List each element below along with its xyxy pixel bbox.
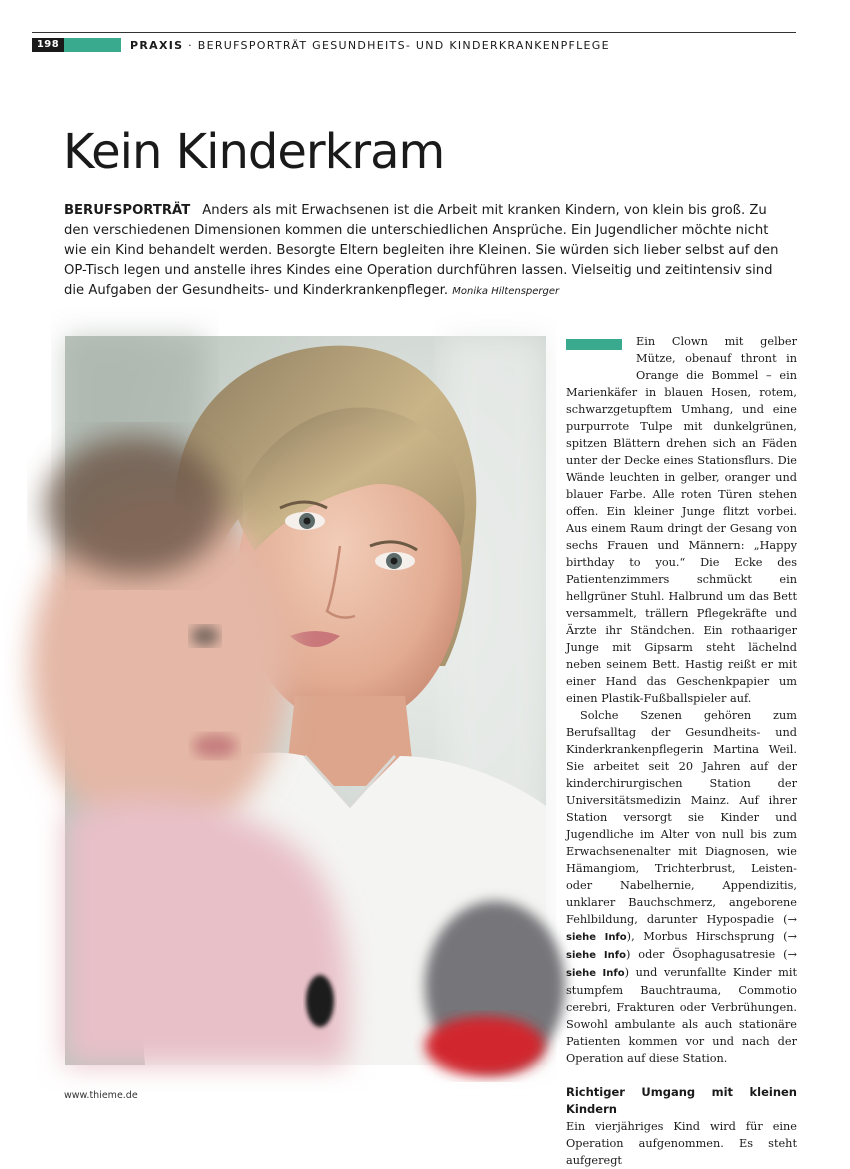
section-label: PRAXIS	[130, 39, 184, 52]
author-name: Monika Hiltensperger	[452, 285, 560, 297]
article-title: Kein Kinderkram	[63, 124, 445, 180]
body-paragraph-2	[566, 707, 797, 1067]
body-column	[566, 333, 797, 1169]
article-photo	[65, 336, 546, 1065]
footer-url: www.thieme.de	[64, 1090, 138, 1101]
running-head	[130, 38, 610, 52]
section-separator: ·	[183, 39, 198, 52]
float-spacer	[566, 333, 636, 384]
body-paragraph-2d: ) und verunfallte Kinder mit stumpfem Bauchtrauma, Commotio cerebri, Frakturen oder Verbrühungen. Sowohl ambulante als auch stationäre Patienten kommen vor und nach der Operation auf diese Station.	[566, 966, 797, 1065]
body-paragraph-2a: Solche Szenen gehören zum Berufsalltag der Gesundheits- und Kinderkrankenpflegerin Martina Weil. Sie arbeitet seit 20 Jahren auf der kinderchirurgischen Station der Universitätsmedizin Mainz. Auf ihrer Station versorgt sie Kinder und Jugendliche im Alter von null bis zum Erwachsenenalter mit Diagnosen, wie Hämangiom, Trichterbrust, Leisten- oder Nabelhernie, Appendizitis, unklarer Bauchschmerz, angeborene Fehlbildung, darunter Hypospadie (→	[566, 709, 797, 926]
page-number: 198	[32, 38, 64, 52]
body-paragraph-2c: ) oder Ösophagusatresie (→	[625, 948, 797, 961]
cross-reference-1: siehe Info	[566, 932, 627, 943]
header-accent-bar	[64, 38, 121, 52]
cross-reference-2: siehe Info	[566, 950, 626, 961]
lead-text: Anders als mit Erwachsenen ist die Arbeit mit kranken Kindern, von klein bis groß. Zu den verschiedenen Dimensionen kommen die unterschiedlichen Ansprüche. Ein Jugendlicher möchte nicht wie ein Kind behandelt werden. Besorgte Eltern begleiten ihre Kleinen. Sie würden sich lieber selbst auf den OP-Tisch legen und anstelle ihres Kindes eine Operation durchführen lassen. Vielseitig und zeitintensiv sind die Aufgaben der Gesundheits- und Kinderkrankenpfleger.	[64, 203, 779, 298]
body-paragraph-2b: ), Morbus Hirschsprung (→	[626, 930, 797, 943]
cross-reference-3: siehe Info	[566, 968, 625, 979]
lead-paragraph	[64, 201, 786, 302]
subheading: Richtiger Umgang mit kleinen Kindern	[566, 1085, 797, 1116]
kicker: BERUFSPORTRÄT	[64, 203, 191, 218]
top-rule	[32, 32, 796, 33]
body-paragraph-3: Ein vierjähriges Kind wird für eine Operation aufgenommen. Es steht aufgeregt	[566, 1120, 797, 1167]
body-paragraph-1: Ein Clown mit gelber Mütze, obenauf thront in Orange die Bommel – ein Marienkäfer in blauen Hosen, rotem, schwarzgetupftem Umhang, und eine purpurrote Tulpe mit dunkelgrünen, spitzen Blättern drehen sich an Fäden unter der Decke eines Stationsflurs. Die Wände leuchten in gelber, oranger und blauer Farbe. Alle roten Türen stehen offen. Ein kleiner Junge flitzt vorbei. Aus einem Raum dringt der Gesang von sechs Frauen und Männern: „Happy birthday to you.“ Die Ecke des Patientenzimmers schmückt ein hellgrüner Stuhl. Halbrund um das Bett versammelt, trällern Pflegekräfte und Ärzte ihr Ständchen. Ein rothaariger Junge mit Gipsarm steht lächelnd neben seinem Bett. Hastig reißt er mit einer Hand das Geschenkpapier um einen Plastik-Fußballspieler auf.	[566, 335, 797, 705]
photo-illustration	[65, 336, 546, 1065]
topic-label: BERUFSPORTRÄT GESUNDHEITS- UND KINDERKRANKENPFLEGE	[197, 39, 610, 52]
